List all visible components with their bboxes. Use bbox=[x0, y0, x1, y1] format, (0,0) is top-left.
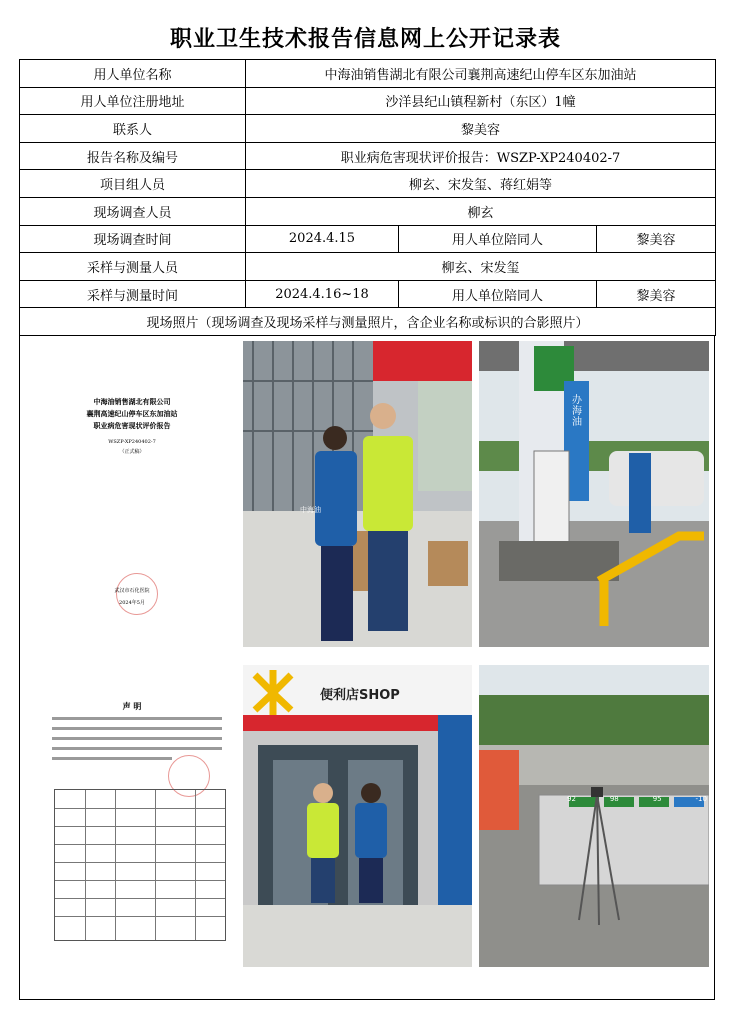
sampling-companion-label: 用人单位陪同人 bbox=[399, 280, 597, 308]
record-table bbox=[19, 59, 716, 336]
sampling-companion-value: 黎美容 bbox=[597, 280, 716, 308]
survey-staff-label: 现场调查人员 bbox=[20, 197, 246, 225]
tank-labels bbox=[567, 795, 707, 803]
photos-label: 现场照片（现场调查及现场采样与测量照片，含企业名称或标识的合影照片） bbox=[20, 308, 716, 336]
unit-name-label: 用人单位名称 bbox=[20, 60, 246, 88]
sampling-staff-value: 柳玄、宋发玺 bbox=[246, 253, 716, 281]
survey-companion-value: 黎美容 bbox=[597, 225, 716, 253]
sampling-time-label: 采样与测量时间 bbox=[20, 280, 246, 308]
sampling-time-value: 2024.4.16~18 bbox=[246, 280, 399, 308]
cover-code: WSZP-XP240402-7 bbox=[108, 439, 156, 445]
cover-edition: （正式稿） bbox=[119, 449, 145, 455]
sampling-staff-label: 采样与测量人员 bbox=[20, 253, 246, 281]
photo-panel bbox=[19, 335, 715, 1000]
address-label: 用人单位注册地址 bbox=[20, 87, 246, 115]
survey-time-value: 2024.4.15 bbox=[246, 225, 399, 253]
unit-name-value: 中海油销售湖北有限公司襄荆高速纪山停车区东加油站 bbox=[246, 60, 716, 88]
tank-label-98: 98 bbox=[609, 795, 619, 803]
survey-time-label: 现场调查时间 bbox=[20, 225, 246, 253]
tank-label-minus10: -10 bbox=[695, 795, 707, 803]
contact-label: 联系人 bbox=[20, 115, 246, 143]
statement-heading: 声 明 bbox=[122, 701, 142, 711]
contact-value: 黎美容 bbox=[246, 115, 716, 143]
tank-label-95: 95 bbox=[652, 795, 662, 803]
team-label: 项目组人员 bbox=[20, 170, 246, 198]
signature-table bbox=[54, 789, 226, 941]
survey-staff-value: 柳玄 bbox=[246, 197, 716, 225]
pump-sign-text: 办海油 bbox=[572, 395, 582, 428]
cover-company: 中海油销售湖北有限公司 bbox=[93, 397, 171, 406]
report-label: 报告名称及编号 bbox=[20, 142, 246, 170]
report-cover-image bbox=[28, 347, 236, 637]
report-value: 职业病危害现状评价报告：WSZP-XP240402-7 bbox=[246, 142, 716, 170]
cover-date: 2024年5月 bbox=[119, 600, 145, 606]
seal-stamp bbox=[116, 573, 158, 615]
cover-issuer: 武汉市石化医院 bbox=[114, 588, 150, 594]
survey-photo bbox=[243, 341, 472, 647]
team-value: 柳玄、宋发玺、蒋红娟等 bbox=[246, 170, 716, 198]
statement-image bbox=[28, 665, 236, 955]
cover-report: 职业病危害现状评价报告 bbox=[93, 421, 171, 430]
pump-photo bbox=[479, 341, 709, 647]
store-photo bbox=[243, 665, 472, 967]
address-value: 沙洋县纪山镇程新村（东区）1幢 bbox=[246, 87, 716, 115]
survey-companion-label: 用人单位陪同人 bbox=[399, 225, 597, 253]
tank-area-photo bbox=[479, 665, 709, 967]
vest-logo-text: 中海油 bbox=[300, 506, 321, 514]
store-sign-text: 便利店SHOP bbox=[320, 688, 400, 703]
cover-station: 襄荆高速纪山停车区东加油站 bbox=[86, 409, 178, 418]
tank-label-92: 92 bbox=[567, 795, 576, 803]
page-title: 职业卫生技术报告信息网上公开记录表 bbox=[169, 27, 561, 52]
